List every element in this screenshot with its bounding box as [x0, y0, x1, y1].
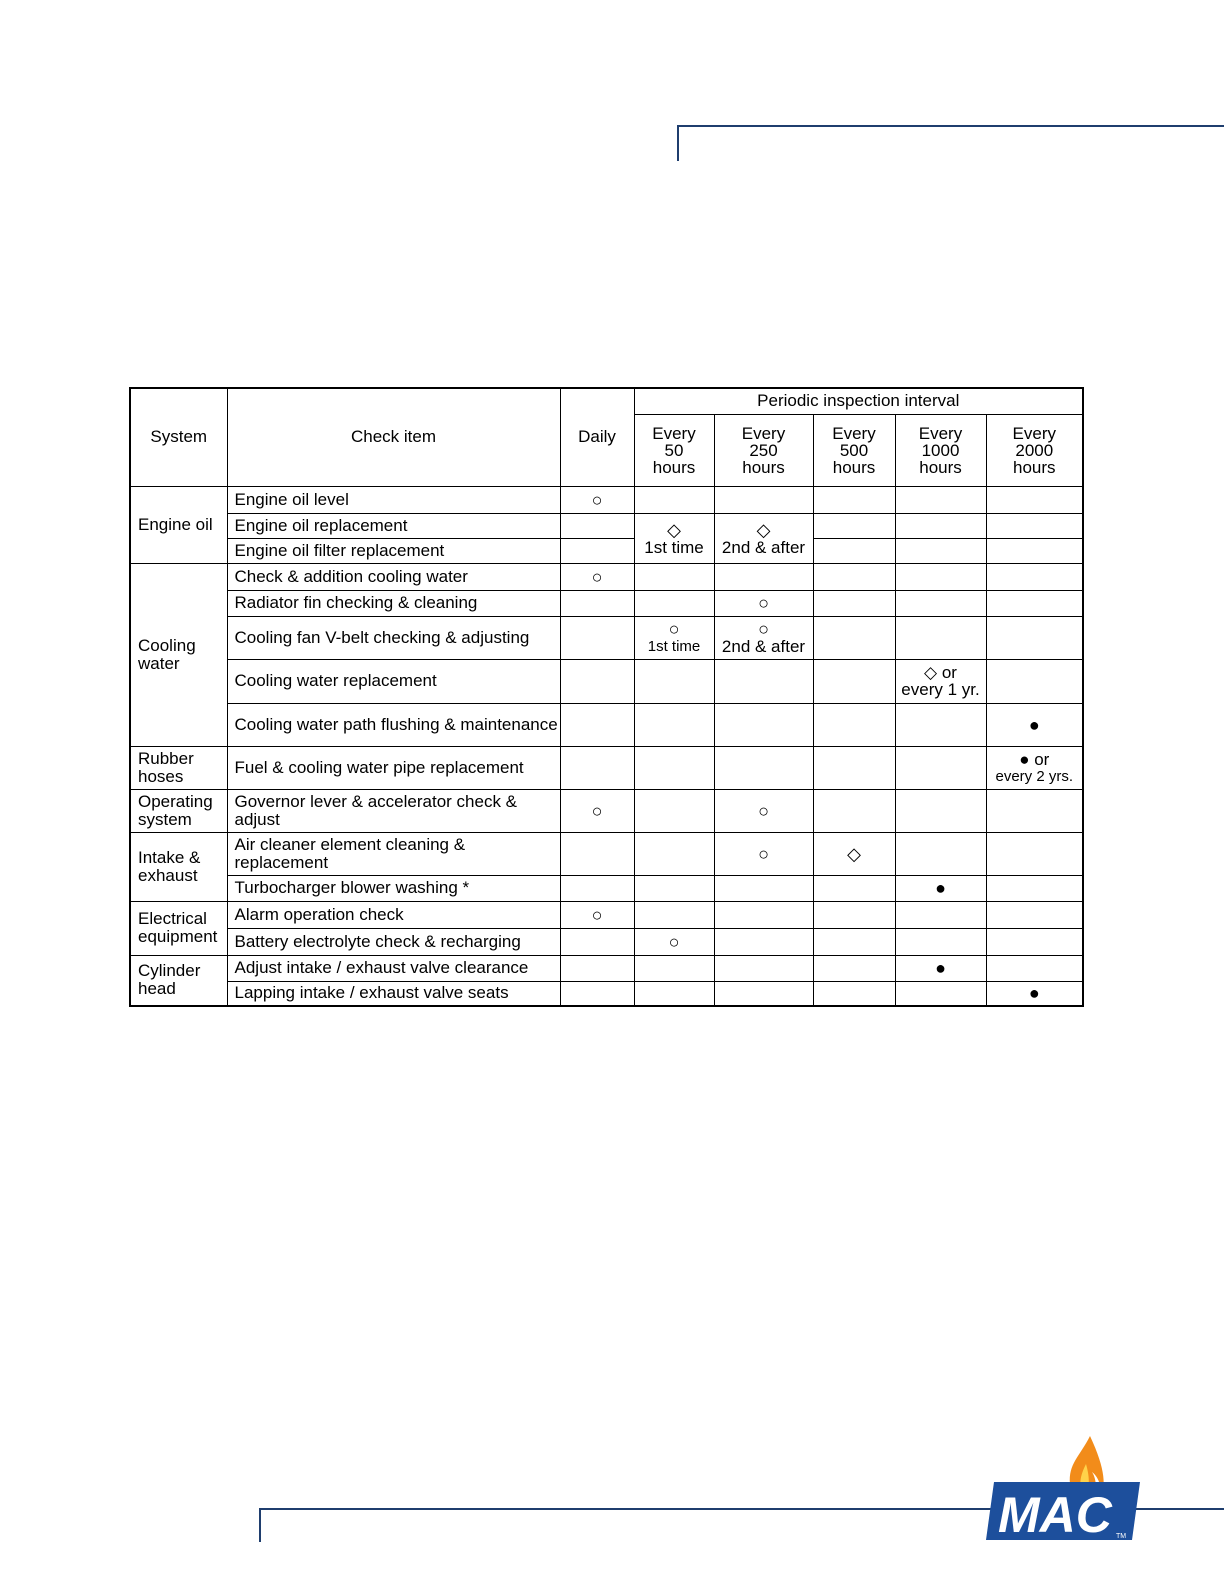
circle-mark: ○ — [560, 563, 634, 590]
table-row — [130, 832, 1083, 875]
circle-mark-after: ○ 2nd & after — [714, 616, 813, 659]
header-rule-tick — [677, 125, 679, 161]
table-row — [130, 789, 1083, 832]
check-item: Radiator fin checking & cleaning — [227, 590, 560, 616]
table-row — [130, 486, 1083, 513]
table-row — [130, 746, 1083, 789]
check-item: Lapping intake / exhaust valve seats — [227, 981, 560, 1006]
circle-mark: ○ — [714, 832, 813, 875]
logo-text: MAC — [998, 1487, 1112, 1543]
system-cylinder-head: Cylinder head — [130, 955, 227, 1006]
check-item: Battery electrolyte check & recharging — [227, 928, 560, 955]
table-row — [130, 981, 1083, 1006]
check-item: Air cleaner element cleaning & replacement — [227, 832, 560, 875]
check-item: Alarm operation check — [227, 901, 560, 928]
circle-mark: ○ — [560, 486, 634, 513]
circle-mark: ○ — [560, 789, 634, 832]
check-item: Engine oil filter replacement — [227, 538, 560, 563]
table-row — [130, 590, 1083, 616]
table-row — [130, 955, 1083, 981]
header-row — [130, 388, 1083, 414]
check-item: Turbocharger blower washing * — [227, 875, 560, 901]
system-intake-exhaust: Intake & exhaust — [130, 832, 227, 901]
diamond-mark-first: ◇ 1st time — [634, 513, 714, 563]
table-row — [130, 928, 1083, 955]
mac-logo — [982, 1434, 1146, 1544]
check-item: Cooling water replacement — [227, 659, 560, 703]
diamond-mark-after: ◇ 2nd & after — [714, 513, 813, 563]
dot-mark: ● — [986, 703, 1083, 746]
system-rubber-hoses: Rubber hoses — [130, 746, 227, 789]
circle-mark: ○ — [560, 901, 634, 928]
check-item: Fuel & cooling water pipe replacement — [227, 746, 560, 789]
check-item: Governor lever & accelerator check & adjust — [227, 789, 560, 832]
system-header: System — [130, 388, 227, 486]
check-item: Check & addition cooling water — [227, 563, 560, 590]
system-cooling-water: Cooling water — [130, 563, 227, 746]
check-item: Adjust intake / exhaust valve clearance — [227, 955, 560, 981]
periodic-header: Periodic inspection interval — [634, 388, 1083, 414]
interval-250-header: Every 250 hours — [714, 414, 813, 486]
circle-mark: ○ — [714, 789, 813, 832]
check-item: Engine oil level — [227, 486, 560, 513]
system-electrical: Electrical equipment — [130, 901, 227, 955]
diamond-mark-yearly: ◇ or every 1 yr. — [895, 659, 986, 703]
dot-mark: ● — [895, 875, 986, 901]
inspection-schedule-table — [129, 387, 1084, 1007]
footer-rule-tick — [259, 1508, 261, 1542]
dot-mark-two-years: ● or every 2 yrs. — [986, 746, 1083, 789]
table-row — [130, 538, 1083, 563]
circle-mark: ○ — [634, 928, 714, 955]
daily-header: Daily — [560, 388, 634, 486]
check-item: Cooling water path flushing & maintenance — [227, 703, 560, 746]
check-item: Engine oil replacement — [227, 513, 560, 538]
table-row — [130, 659, 1083, 703]
interval-1000-header: Every 1000 hours — [895, 414, 986, 486]
dot-mark: ● — [895, 955, 986, 981]
table-row — [130, 703, 1083, 746]
diamond-mark: ◇ — [813, 832, 895, 875]
dot-mark: ● — [986, 981, 1083, 1006]
check-item-header: Check item — [227, 388, 560, 486]
system-operating: Operating system — [130, 789, 227, 832]
interval-500-header: Every 500 hours — [813, 414, 895, 486]
interval-50-header: Every 50 hours — [634, 414, 714, 486]
circle-mark-first: ○ 1st time — [634, 616, 714, 659]
trademark-mark: TM — [1116, 1533, 1127, 1540]
table-row — [130, 513, 1083, 538]
table-row — [130, 901, 1083, 928]
system-engine-oil: Engine oil — [130, 486, 227, 563]
table-row — [130, 616, 1083, 659]
table-row — [130, 563, 1083, 590]
check-item: Cooling fan V-belt checking & adjusting — [227, 616, 560, 659]
circle-mark: ○ — [714, 590, 813, 616]
table-row — [130, 875, 1083, 901]
header-rule — [677, 125, 1224, 127]
interval-2000-header: Every 2000 hours — [986, 414, 1083, 486]
